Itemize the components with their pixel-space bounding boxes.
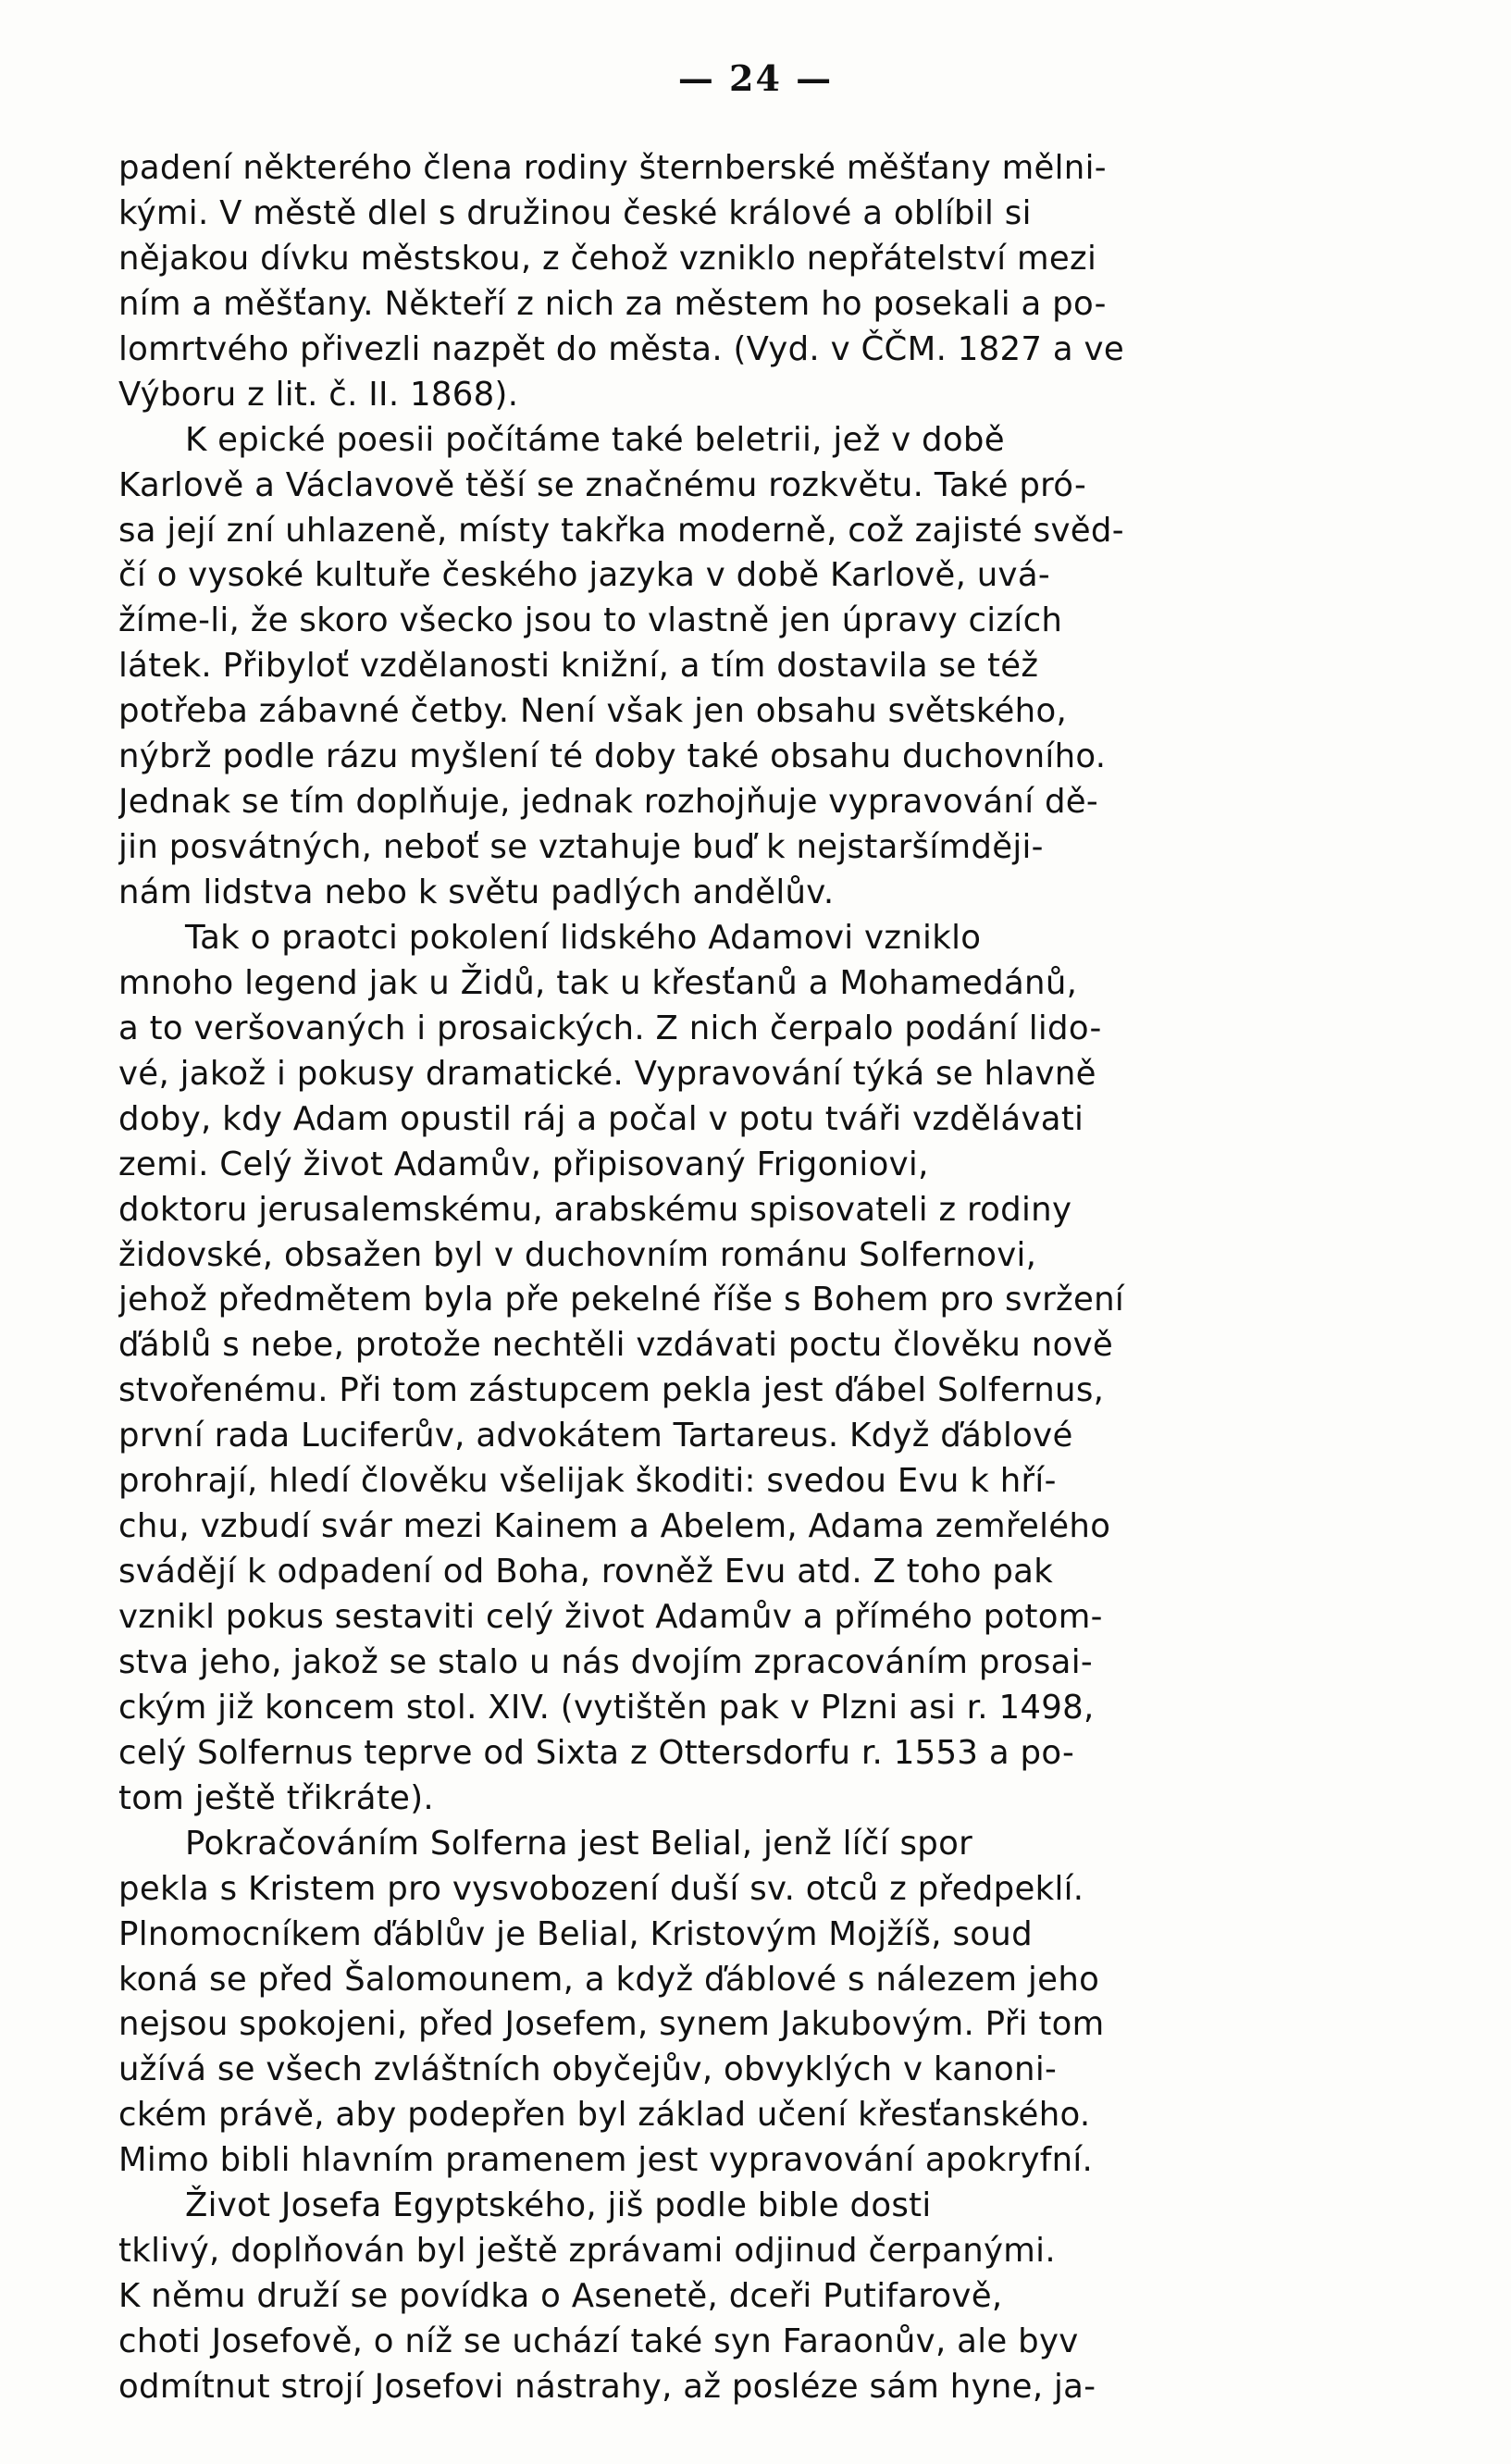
text-line: první rada Luciferův, advokátem Tartareus. Když ďáblové [118,1417,1073,1455]
text-line: nám lidstva nebo k světu padlých andělův. [118,873,835,911]
text-line: vé, jakož i pokusy dramatické. Vypravování týká se hlavně [118,1054,1096,1093]
text-line: koná se před Šalomounem, a když ďáblové s nálezem jeho [118,1960,1100,1999]
text-line: ním a měšťany. Někteří z nich za městem ho posekali a po- [118,284,1107,323]
text-line: doktoru jerusalemskému, arabskému spisovateli z rodiny [118,1190,1072,1229]
text-line: tom ještě třikráte). [118,1778,434,1817]
text-line: nýbrž podle rázu myšlení té doby také obsahu duchovního. [118,737,1107,776]
text-line: K epické poesii počítáme také beletrii, jež v době [185,420,1005,459]
text-line: vznikl pokus sestaviti celý život Adamův a přímého potom- [118,1598,1103,1636]
text-line: padení některého člena rodiny šternberské měšťany mělni- [118,149,1107,187]
text-line: jin posvátných, neboť se vztahuje buď k nejstaršímději- [118,828,1044,867]
text-line: celý Solfernus teprve od Sixta z Ottersdorfu r. 1553 a po- [118,1733,1075,1772]
text-line: zemi. Celý život Adamův, připisovaný Frigoniovi, [118,1145,929,1183]
text-line: ďáblů s nebe, protože nechtěli vzdávati poctu člověku nově [118,1326,1114,1365]
text-line: Mimo bibli hlavním pramenem jest vypravování apokryfní. [118,2141,1094,2180]
text-line: kými. V městě dlel s družinou české králové a oblíbil si [118,193,1032,232]
text-line: tklivý, doplňován byl ještě zprávami odjinud čerpanými. [118,2232,1056,2271]
text-line: odmítnut strojí Josefovi nástrahy, až posléze sám hyne, ja- [118,2367,1096,2406]
text-line: žíme-li, že skoro všecko jsou to vlastně jen úpravy cizích [118,601,1063,640]
text-line: K němu druží se povídka o Asenetě, dceři Putifarově, [118,2277,1003,2316]
text-line: nejsou spokojeni, před Josefem, synem Jakubovým. Při tom [118,2005,1105,2044]
text-line: sa její zní uhlazeně, místy takřka moderně, což zajisté svěd- [118,511,1124,550]
text-line: mnoho legend jak u Židů, tak u křesťanů a Mohamedánů, [118,963,1078,1002]
text-line: čí o vysoké kultuře českého jazyka v době Karlově, uvá- [118,556,1051,595]
text-line: látek. Přibyloť vzdělanosti knižní, a tím dostavila se též [118,647,1039,686]
text-line: stvořenému. Při tom zástupcem pekla jest ďábel Solfernus, [118,1371,1105,1410]
text-line: choti Josefově, o níž se uchází také syn Faraonův, ale byv [118,2322,1079,2360]
text-line: svádějí k odpadení od Boha, rovněž Evu atd. Z toho pak [118,1553,1054,1591]
text-line: Pokračováním Solferna jest Belial, jenž líčí spor [185,1824,973,1863]
text-line: Život Josefa Egyptského, jiš podle bible dosti [185,2186,932,2225]
text-line: chu, vzbudí svár mezi Kainem a Abelem, Adama zemřelého [118,1507,1111,1546]
text-line: doby, kdy Adam opustil ráj a počal v potu tváři vzdělávati [118,1099,1084,1138]
text-line: Karlově a Václavově těší se značnému rozkvětu. Také pró- [118,465,1087,504]
text-line: Tak o praotci pokolení lidského Adamovi vzniklo [185,918,982,957]
text-line: potřeba zábavné četby. Není však jen obsahu světského, [118,692,1068,731]
text-line: židovské, obsažen byl v duchovním románu Solfernovi, [118,1235,1037,1274]
body-text [118,146,1377,2410]
text-line: ckým již koncem stol. XIV. (vytištěn pak v Plzni asi r. 1498, [118,1688,1095,1727]
text-line: Výboru z lit. č. II. 1868). [118,375,519,414]
text-line: lomrtvého přivezli nazpět do města. (Vyd. v ČČM. 1827 a ve [118,329,1124,368]
text-line: jehož předmětem byla pře pekelné říše s Bohem pro svržení [118,1281,1125,1319]
text-line: ckém právě, aby podepřen byl základ učení křesťanského. [118,2096,1091,2135]
text-line: a to veršovaných i prosaických. Z nich čerpalo podání lido- [118,1009,1102,1047]
text-line: Plnomocníkem ďáblův je Belial, Kristovým Mojžíš, soud [118,1914,1033,1953]
text-line: stva jeho, jakož se stalo u nás dvojím zpracováním prosai- [118,1642,1093,1681]
text-line: prohrají, hledí člověku všelijak škoditi: svedou Evu k hří- [118,1462,1057,1501]
text-line: nějakou dívku městskou, z čehož vzniklo nepřátelství mezi [118,239,1097,278]
text-line: užívá se všech zvláštních obyčejův, obvyklých v kanoni- [118,2050,1058,2089]
text-line: Jednak se tím doplňuje, jednak rozhojňuje vypravování dě- [118,783,1099,822]
text-line: pekla s Kristem pro vysvobození duší sv. otců z předpeklí. [118,1869,1084,1908]
page-number: — 24 — [677,57,834,99]
